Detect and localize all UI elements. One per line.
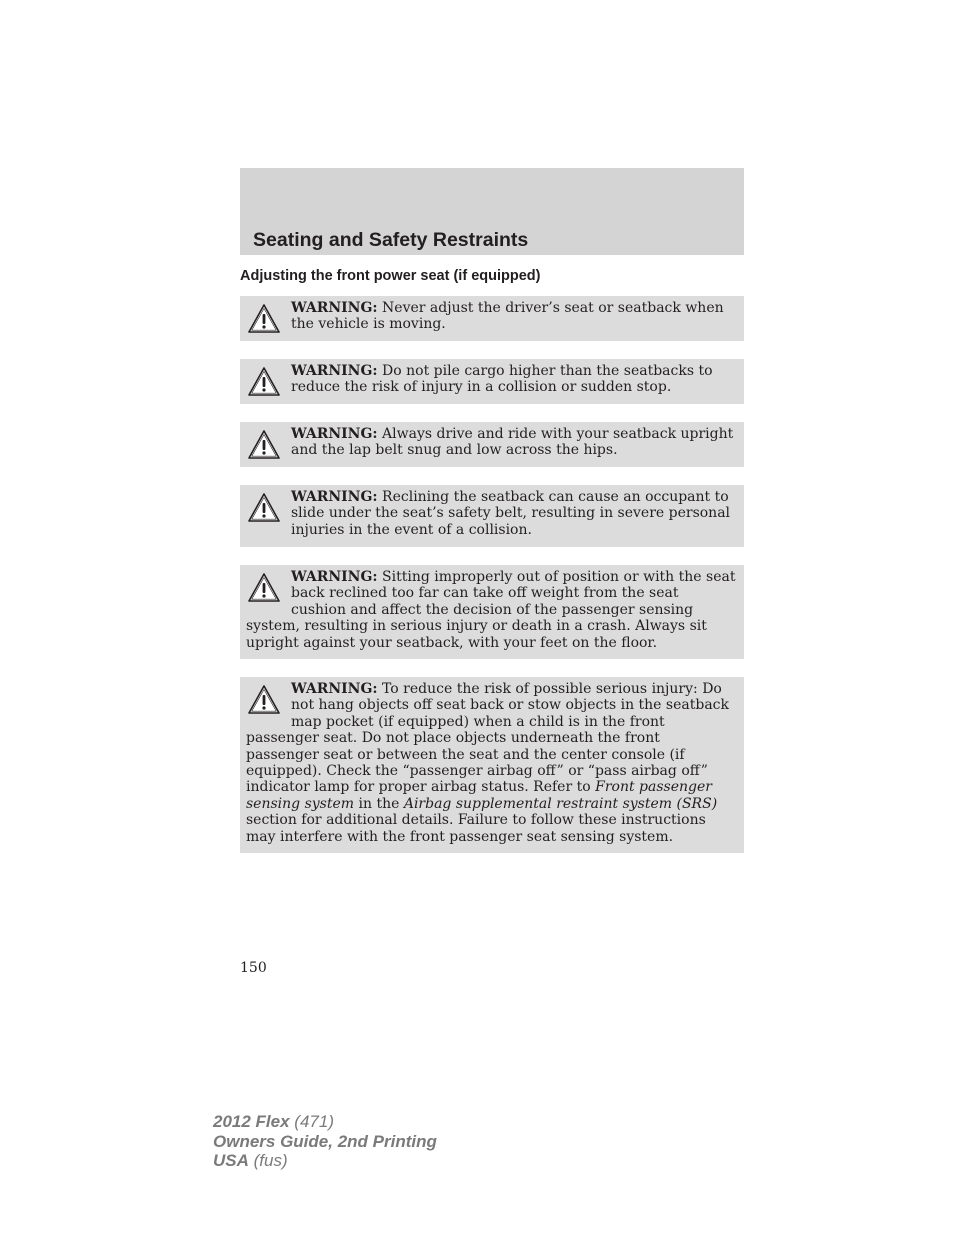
footer-line-guide: Owners Guide, 2nd Printing [213, 1131, 437, 1151]
warning-triangle-icon [248, 429, 280, 461]
warning-box-1 [240, 296, 744, 341]
warning-body: Reclining the seatback can cause an occupant to slide under the seat’s safety belt, resulting in severe personal injuries in the event of a collision. [291, 489, 731, 538]
warning-text-5 [246, 569, 736, 651]
warning-label: WARNING: [291, 300, 378, 316]
warning-triangle-icon [248, 572, 280, 604]
footer-region: USA [213, 1151, 249, 1170]
warning-box-4 [240, 485, 744, 547]
subsection-title: Adjusting the front power seat (if equipped) [240, 268, 541, 284]
warning-body: Do not pile cargo higher than the seatbacks to reduce the risk of injury in a collision or sudden stop. [291, 363, 713, 396]
warning-label: WARNING: [291, 681, 378, 697]
warning-box-2 [240, 359, 744, 404]
warning-label: WARNING: [291, 363, 378, 379]
warning-body: Always drive and ride with your seatback upright and the lap belt snug and low across the hips. [291, 426, 734, 459]
warning-triangle-icon [248, 492, 280, 524]
footer-region-code: (fus) [253, 1151, 288, 1170]
warning-label: WARNING: [291, 569, 378, 585]
cross-reference-front-passenger-sensing: Front passenger sensing system [246, 779, 712, 812]
warning-box-6 [240, 677, 744, 853]
warning-body: Never adjust the driver’s seat or seatback when the vehicle is moving. [291, 300, 724, 333]
warning-box-3 [240, 422, 744, 467]
section-title: Seating and Safety Restraints [253, 229, 529, 251]
warning-triangle-icon [248, 366, 280, 398]
warning-text-6 [246, 681, 736, 845]
footer-model-code: (471) [294, 1112, 334, 1131]
warning-triangle-icon [248, 303, 280, 335]
footer-line-model [213, 1112, 437, 1132]
warning-text-4 [246, 489, 736, 538]
warning-box-5 [240, 565, 744, 659]
warning-label: WARNING: [291, 426, 378, 442]
warning-body-part-1: To reduce the risk of possible serious injury: Do not hang objects off seat back or stow objects in the seatback map pocket (if equipped) when a child is in the front passenger seat. Do not place objects underneath the front passenger seat or between the seat and the center console (if equipped). Check the “passenger airbag off” or “pass airbag off” indicator lamp for proper airbag status. Refer to [246, 681, 729, 796]
warning-body: Sitting improperly out of position or with the seat back reclined too far can take off weight from the seat cushion and affect the decision of the passenger sensing system, resulting in serious injury or death in a crash. Always sit upright against your seatback, with your feet on the floor. [246, 569, 736, 651]
warning-text-1 [246, 300, 736, 333]
warning-body-part-3: section for additional details. Failure to follow these instructions may interfere with the front passenger seat sensing system. [246, 812, 706, 845]
warning-label: WARNING: [291, 489, 378, 505]
section-header-band [240, 168, 744, 255]
page-number: 150 [240, 960, 267, 976]
document-footer [213, 1112, 437, 1171]
footer-line-region [213, 1151, 437, 1171]
warning-body-part-2: in the [358, 795, 400, 812]
warning-triangle-icon [248, 684, 280, 716]
footer-model-name: 2012 Flex [213, 1112, 290, 1131]
cross-reference-airbag-srs: Airbag supplemental restraint system (SRS) [403, 795, 718, 812]
warning-text-3 [246, 426, 736, 459]
warning-text-2 [246, 363, 736, 396]
